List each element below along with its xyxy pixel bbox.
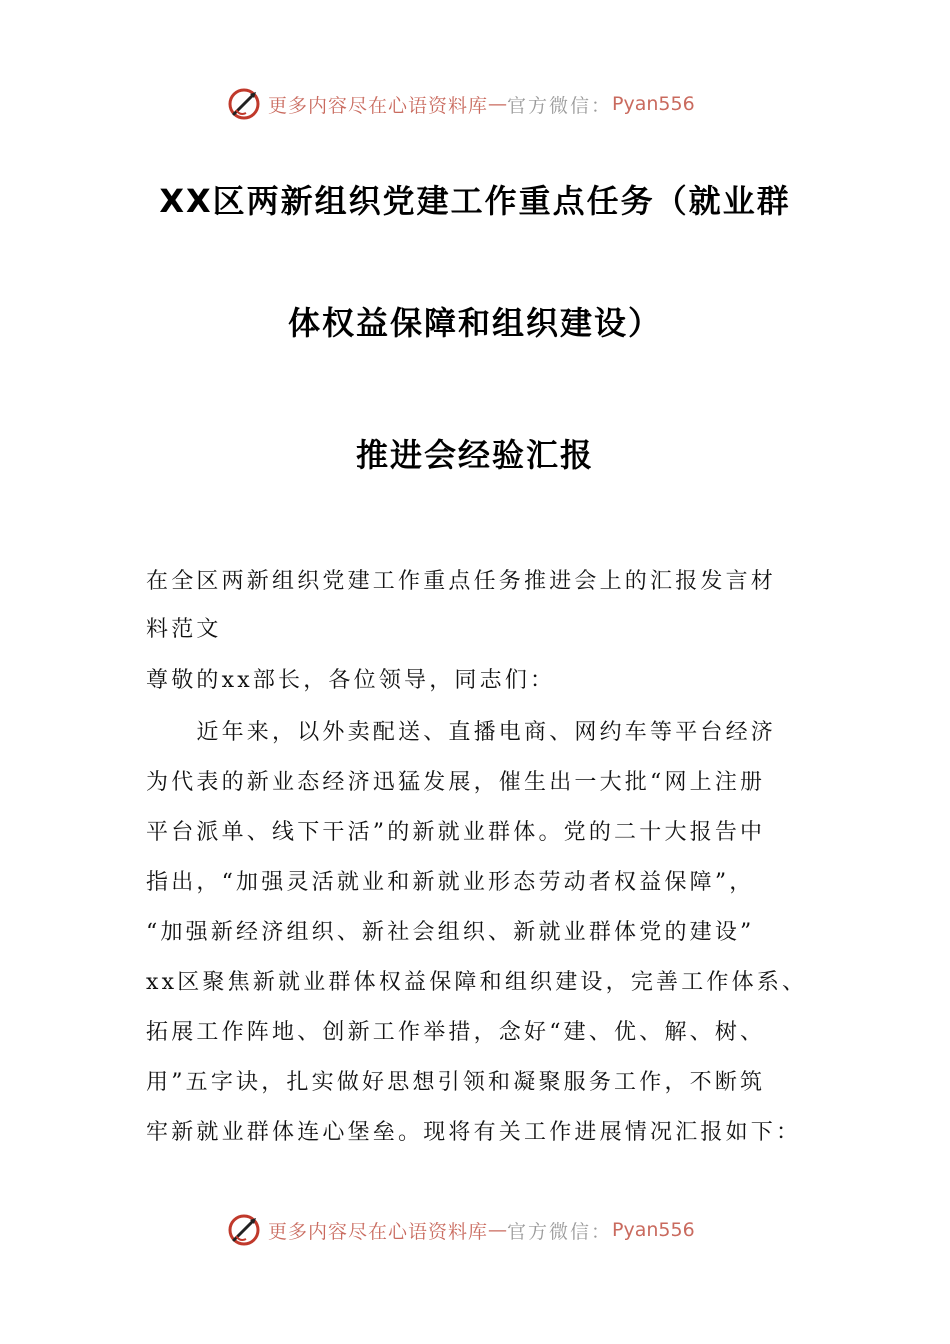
body-paragraph [146, 708, 826, 1158]
subtitle-line: 在全区两新组织党建工作重点任务推进会上的汇报发言材 [146, 569, 777, 594]
document-title-line-2: 体权益保障和组织建设） [287, 304, 662, 342]
watermark-brand: 更多内容尽在心语资料库 [268, 94, 489, 117]
document-subtitle [146, 558, 826, 654]
watermark-brand: 更多内容尽在心语资料库 [268, 1220, 489, 1243]
paragraph-line: xx区聚焦新就业群体权益保障和组织建设，完善工作体系、 [146, 970, 808, 995]
watermark-wechat-id: Pyan556 [612, 1219, 695, 1241]
pen-logo-icon [226, 86, 262, 122]
watermark-footer [226, 1210, 746, 1250]
watermark-wechat-id: Pyan556 [612, 93, 695, 115]
paragraph-line: 用”五字诀，扎实做好思想引领和凝聚服务工作，不断筑 [146, 1070, 766, 1095]
paragraph-line: 平台派单、线下干活”的新就业群体。党的二十大报告中 [146, 820, 766, 845]
paragraph-line: 近年来，以外卖配送、直播电商、网约车等平台经济 [146, 720, 777, 745]
watermark-official-label: 官方微信： [507, 94, 613, 117]
paragraph-line: 牢新就业群体连心堡垒。现将有关工作进展情况汇报如下： [146, 1120, 802, 1145]
document-title-line-3: 推进会经验汇报 [355, 436, 594, 474]
paragraph-line: 为代表的新业态经济迅猛发展，催生出一大批“网上注册 [146, 770, 766, 795]
paragraph-line: 拓展工作阵地、创新工作举措，念好“建、优、解、树、 [146, 1020, 766, 1045]
watermark-dash: — [488, 1219, 508, 1241]
watermark-official-label: 官方微信： [507, 1220, 613, 1243]
pen-logo-icon [226, 1212, 262, 1248]
greeting-line: 尊敬的xx部长，各位领导，同志们： [146, 668, 556, 693]
document-title-line-1: XX区两新组织党建工作重点任务（就业群 [159, 182, 791, 220]
paragraph-line: “加强新经济组织、新社会组织、新就业群体党的建设” [146, 920, 755, 945]
subtitle-line: 料范文 [146, 617, 222, 642]
watermark-dash: — [488, 93, 508, 115]
paragraph-line: 指出，“加强灵活就业和新就业形态劳动者权益保障”， [146, 870, 755, 895]
greeting [146, 656, 826, 706]
watermark-header [226, 84, 746, 124]
